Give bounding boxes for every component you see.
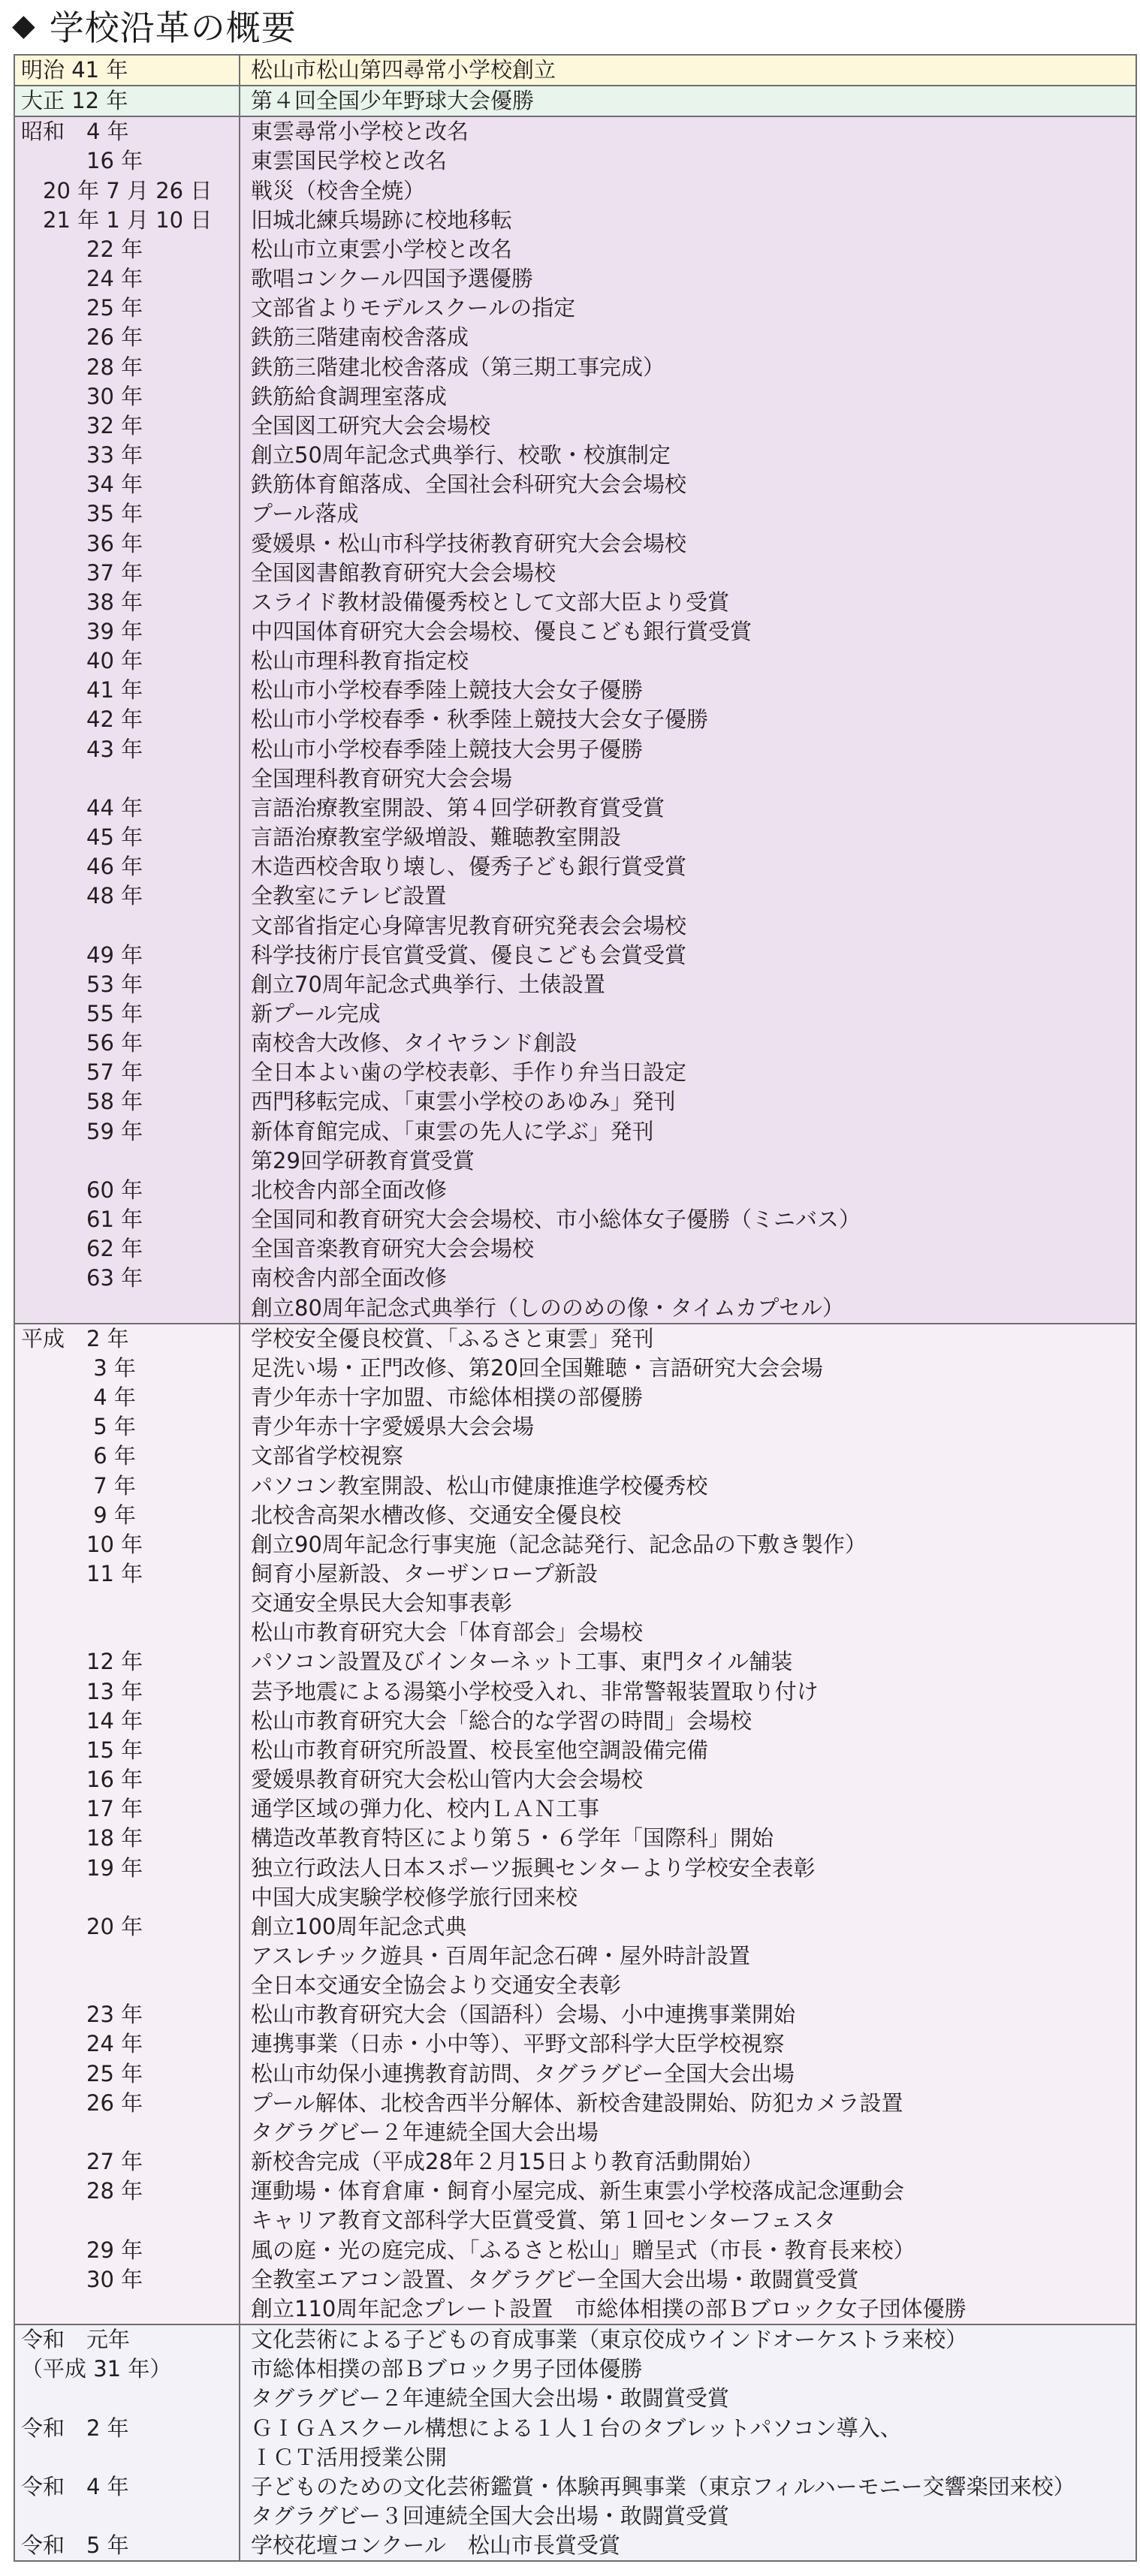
- year-cell: 62 年: [15, 1234, 240, 1264]
- event-cell: 創立70周年記念式典挙行、土俵設置: [251, 971, 605, 997]
- table-row: [15, 1912, 1135, 1942]
- event-cell: タグラグビー３回連続全国大会出場・敢闘賞受賞: [251, 2502, 729, 2529]
- year-cell: 40 年: [15, 646, 240, 676]
- year-cell: [15, 2502, 240, 2531]
- table-row: [15, 56, 1135, 85]
- table-row: [15, 1264, 1135, 1293]
- table-row: [15, 1324, 1135, 1354]
- event-cell: 松山市小学校春季陸上競技大会男子優勝: [251, 736, 644, 762]
- event-cell: タグラグビー２年連続全国大会出場: [251, 2119, 599, 2145]
- event-cell: 科学技術庁長官賞受賞、優良こども会賞受賞: [251, 942, 687, 968]
- event-cell: 松山市立東雲小学校と改名: [251, 236, 513, 262]
- event-cell: 学校安全優良校賞、「ふるさと東雲」発刊: [251, 1325, 654, 1351]
- table-row: [15, 852, 1135, 881]
- table-row: [15, 1883, 1135, 1912]
- era-section-heisei: [15, 1324, 1135, 2325]
- year-cell: 60 年: [15, 1176, 240, 1205]
- event-cell: 市総体相撲の部Ｂブロック男子団体優勝: [251, 2356, 643, 2382]
- event-cell: 連携事業（日赤・小中等）、平野文部科学大臣学校視察: [251, 2031, 785, 2057]
- table-row: [15, 676, 1135, 705]
- table-row: [15, 2531, 1135, 2560]
- table-row: [15, 941, 1135, 970]
- year-cell: 49 年: [15, 941, 240, 970]
- year-cell: 明治 41 年: [15, 56, 240, 85]
- event-cell: 北校舎内部全面改修: [251, 1177, 448, 1203]
- event-cell: 文部省よりモデルスクールの指定: [251, 295, 576, 321]
- year-cell: （平成 31 年）: [15, 2355, 240, 2384]
- year-cell: 6 年: [15, 1442, 240, 1471]
- table-row: [15, 794, 1135, 823]
- event-cell: 通学区域の弾力化、校内ＬＡＮ工事: [251, 1796, 600, 1822]
- table-row: [15, 970, 1135, 999]
- event-cell: 松山市教育研究大会「体育部会」会場校: [251, 1619, 644, 1646]
- event-cell: 独立行政法人日本スポーツ振興センターより学校安全表彰: [251, 1854, 816, 1881]
- table-row: [15, 1707, 1135, 1736]
- event-cell: 松山市幼保小連携教育訪問、タグラグビー全国大会出場: [251, 2060, 795, 2086]
- table-row: [15, 294, 1135, 323]
- table-row: [15, 2000, 1135, 2029]
- year-cell: [15, 1146, 240, 1176]
- event-cell: 足洗い場・正門改修、第20回全国難聴・言語研究大会会場: [251, 1354, 823, 1381]
- table-row: [15, 441, 1135, 470]
- year-cell: 14 年: [15, 1707, 240, 1736]
- table-row: [15, 1589, 1135, 1618]
- year-cell: 38 年: [15, 588, 240, 617]
- table-row: [15, 1442, 1135, 1471]
- table-row: [15, 1794, 1135, 1824]
- year-cell: 29 年: [15, 2236, 240, 2265]
- year-cell: 43 年: [15, 735, 240, 764]
- event-cell: 文部省指定心身障害児教育研究発表会会場校: [251, 912, 687, 939]
- year-cell: 23 年: [15, 2000, 240, 2029]
- event-cell: ＧＩＧＡスクール構想による１人１台のタブレットパソコン導入、: [251, 2415, 902, 2441]
- event-cell: 松山市小学校春季・秋季陸上競技大会女子優勝: [251, 707, 709, 733]
- year-cell: 22 年: [15, 235, 240, 264]
- table-row: [15, 1146, 1135, 1176]
- event-cell: 全国音楽教育研究大会会場校: [251, 1236, 535, 1262]
- event-cell: 飼育小屋新設、ターザンロープ新設: [251, 1560, 598, 1586]
- year-cell: 55 年: [15, 999, 240, 1029]
- table-row: [15, 2472, 1135, 2502]
- year-cell: 4 年: [15, 1383, 240, 1412]
- year-cell: 昭和 4 年: [15, 117, 240, 146]
- year-cell: [15, 1589, 240, 1618]
- table-row: [15, 764, 1135, 794]
- year-cell: 53 年: [15, 970, 240, 999]
- event-cell: 中国大成実験学校修学旅行団来校: [251, 1884, 578, 1910]
- event-cell: アスレチック遊具・百周年記念石碑・屋外時計設置: [251, 1943, 750, 1969]
- event-cell: 全日本よい歯の学校表彰、手作り弁当日設定: [251, 1059, 687, 1086]
- table-row: [15, 2118, 1135, 2147]
- year-cell: [15, 2294, 240, 2324]
- history-table: [14, 54, 1137, 2562]
- event-cell: 言語治療教室開設、第４回学研教育賞受賞: [251, 794, 665, 821]
- event-cell: 旧城北練兵場跡に校地移転: [251, 206, 513, 233]
- table-row: [15, 1647, 1135, 1677]
- event-cell: 交通安全県民大会知事表彰: [251, 1590, 513, 1616]
- event-cell: 青少年赤十字加盟、市総体相撲の部優勝: [251, 1384, 644, 1411]
- year-cell: 48 年: [15, 881, 240, 911]
- year-cell: [15, 2118, 240, 2147]
- year-cell: 46 年: [15, 852, 240, 881]
- event-cell: 創立50周年記念式典挙行、校歌・校旗制定: [251, 442, 671, 469]
- event-cell: 鉄筋体育館落成、全国社会科研究大会会場校: [251, 472, 687, 498]
- table-row: [15, 1205, 1135, 1234]
- year-cell: 45 年: [15, 823, 240, 852]
- year-cell: 10 年: [15, 1530, 240, 1559]
- table-row: [15, 2502, 1135, 2531]
- year-cell: 13 年: [15, 1677, 240, 1707]
- year-cell: 20 年 7 月 26 日: [15, 176, 240, 206]
- table-row: [15, 529, 1135, 559]
- table-row: [15, 1530, 1135, 1559]
- year-cell: 18 年: [15, 1824, 240, 1853]
- table-row: [15, 1234, 1135, 1264]
- year-cell: 7 年: [15, 1472, 240, 1501]
- event-cell: 戦災（校舎全焼）: [251, 177, 426, 203]
- event-cell: 文化芸術による子どもの育成事業（東京佼成ウインドオーケストラ来校）: [251, 2327, 968, 2353]
- year-cell: 19 年: [15, 1854, 240, 1883]
- year-cell: [15, 2384, 240, 2413]
- year-cell: 33 年: [15, 441, 240, 470]
- black-diamond-icon: ◆: [12, 8, 36, 43]
- year-cell: 39 年: [15, 617, 240, 646]
- table-row: [15, 1117, 1135, 1146]
- year-cell: 35 年: [15, 499, 240, 529]
- year-cell: [15, 2443, 240, 2472]
- table-row: [15, 2265, 1135, 2294]
- event-cell: 全国同和教育研究大会会場校、市小総体女子優勝（ミニバス）: [251, 1207, 861, 1233]
- year-cell: 大正 12 年: [15, 86, 240, 116]
- event-cell: 鉄筋三階建南校舎落成: [251, 324, 469, 351]
- table-row: [15, 1472, 1135, 1501]
- event-cell: 全教室にテレビ設置: [251, 883, 447, 909]
- year-cell: 61 年: [15, 1205, 240, 1234]
- year-cell: 24 年: [15, 2029, 240, 2059]
- event-cell: 創立90周年記念行事実施（記念誌発行、記念品の下敷き製作）: [251, 1531, 867, 1557]
- table-row: [15, 2059, 1135, 2089]
- table-row: [15, 881, 1135, 911]
- year-cell: [15, 764, 240, 794]
- year-cell: 59 年: [15, 1117, 240, 1146]
- event-cell: 西門移転完成、「東雲小学校のあゆみ」発刊: [251, 1089, 676, 1115]
- event-cell: 第29回学研教育賞受賞: [251, 1147, 475, 1174]
- table-row: [15, 911, 1135, 941]
- year-cell: 42 年: [15, 705, 240, 734]
- table-row: [15, 176, 1135, 206]
- year-cell: 平成 2 年: [15, 1324, 240, 1354]
- table-row: [15, 2147, 1135, 2177]
- table-row: [15, 1501, 1135, 1530]
- table-row: [15, 86, 1135, 116]
- year-cell: 15 年: [15, 1736, 240, 1765]
- event-cell: プール落成: [251, 501, 359, 527]
- event-cell: 全日本交通安全協会より交通安全表彰: [251, 1972, 622, 1999]
- year-cell: 11 年: [15, 1559, 240, 1589]
- event-cell: 北校舎高架水槽改修、交通安全優良校: [251, 1502, 622, 1528]
- event-cell: パソコン教室開設、松山市健康推進学校優秀校: [251, 1472, 708, 1499]
- event-cell: 運動場・体育倉庫・飼育小屋完成、新生東雲小学校落成記念運動会: [251, 2178, 905, 2204]
- year-cell: 25 年: [15, 2059, 240, 2089]
- year-cell: 令和 5 年: [15, 2531, 240, 2560]
- table-row: [15, 1736, 1135, 1765]
- table-row: [15, 588, 1135, 617]
- event-cell: 芸予地震による湯築小学校受入れ、非常警報装置取り付け: [251, 1678, 819, 1704]
- table-row: [15, 499, 1135, 529]
- table-row: [15, 1412, 1135, 1442]
- event-cell: 全国図書館教育研究大会会場校: [251, 559, 556, 586]
- event-cell: 風の庭・光の庭完成、「ふるさと松山」贈呈式（市長・教育長来校）: [251, 2237, 915, 2263]
- year-cell: 37 年: [15, 559, 240, 588]
- event-cell: 松山市理科教育指定校: [251, 648, 469, 674]
- event-cell: 松山市教育研究大会「総合的な学習の時間」会場校: [251, 1707, 752, 1734]
- table-row: [15, 2206, 1135, 2235]
- year-cell: 25 年: [15, 294, 240, 323]
- year-cell: 34 年: [15, 470, 240, 499]
- page-title-text: 学校沿革の概要: [49, 8, 297, 48]
- table-row: [15, 559, 1135, 588]
- year-cell: 27 年: [15, 2147, 240, 2177]
- year-cell: 令和 元年: [15, 2325, 240, 2355]
- year-cell: 63 年: [15, 1264, 240, 1293]
- table-row: [15, 1294, 1135, 1323]
- event-cell: パソコン設置及びインターネット工事、東門タイル舗装: [251, 1649, 793, 1675]
- year-cell: [15, 1294, 240, 1323]
- table-row: [15, 1824, 1135, 1853]
- table-row: [15, 617, 1135, 646]
- event-cell: 子どものための文化芸術鑑賞・体験再興事業（東京フィルハーモニー交響楽団来校）: [251, 2473, 1075, 2499]
- table-row: [15, 2089, 1135, 2118]
- event-cell: 南校舎大改修、タイヤランド創設: [251, 1030, 578, 1056]
- table-row: [15, 1942, 1135, 1971]
- event-cell: 鉄筋給食調理室落成: [251, 383, 448, 409]
- era-section-reiwa: [15, 2325, 1135, 2560]
- event-cell: ＩＣＴ活用授業公開: [251, 2444, 448, 2470]
- table-row: [15, 1176, 1135, 1205]
- event-cell: 全国理科教育研究大会会場: [251, 765, 513, 791]
- event-cell: 創立100周年記念式典: [251, 1913, 467, 1939]
- year-cell: 44 年: [15, 794, 240, 823]
- event-cell: 南校舎内部全面改修: [251, 1265, 448, 1291]
- table-row: [15, 1383, 1135, 1412]
- event-cell: 新プール完成: [251, 1001, 381, 1026]
- table-row: [15, 2414, 1135, 2443]
- event-cell: 松山市小学校春季陸上競技大会女子優勝: [251, 677, 644, 704]
- table-row: [15, 1029, 1135, 1058]
- year-cell: 令和 2 年: [15, 2414, 240, 2443]
- year-cell: 21 年 1 月 10 日: [15, 206, 240, 235]
- table-row: [15, 2294, 1135, 2324]
- year-cell: [15, 1618, 240, 1647]
- year-cell: 26 年: [15, 2089, 240, 2118]
- table-row: [15, 1765, 1135, 1794]
- year-cell: 17 年: [15, 1794, 240, 1824]
- era-section-showa: [15, 117, 1135, 1324]
- table-row: [15, 1087, 1135, 1116]
- table-row: [15, 470, 1135, 499]
- year-cell: 28 年: [15, 2177, 240, 2206]
- table-row: [15, 353, 1135, 382]
- year-cell: 16 年: [15, 1765, 240, 1794]
- event-cell: スライド教材設備優秀校として文部大臣より受賞: [251, 589, 730, 615]
- event-cell: 全教室エアコン設置、タグラグビー全国大会出場・敢闘賞受賞: [251, 2266, 859, 2292]
- table-row: [15, 1559, 1135, 1589]
- year-cell: 28 年: [15, 353, 240, 382]
- table-row: [15, 705, 1135, 734]
- event-cell: 学校花壇コンクール 松山市長賞受賞: [251, 2532, 620, 2559]
- table-row: [15, 264, 1135, 294]
- event-cell: プール解体、北校舎西半分解体、新校舎建設開始、防犯カメラ設置: [251, 2089, 903, 2116]
- event-cell: 東雲尋常小学校と改名: [251, 119, 469, 145]
- table-row: [15, 235, 1135, 264]
- year-cell: 36 年: [15, 529, 240, 559]
- event-cell: 全国図工研究大会会場校: [251, 412, 491, 438]
- table-row: [15, 2355, 1135, 2384]
- table-row: [15, 382, 1135, 411]
- era-section-taisho: [15, 86, 1135, 117]
- table-row: [15, 2236, 1135, 2265]
- event-cell: 歌唱コンクール四国予選優勝: [251, 266, 533, 292]
- table-row: [15, 117, 1135, 146]
- year-cell: 令和 4 年: [15, 2472, 240, 2502]
- table-row: [15, 646, 1135, 676]
- event-cell: 文部省学校視察: [251, 1443, 404, 1469]
- event-cell: 愛媛県教育研究大会松山管内大会会場校: [251, 1767, 644, 1793]
- event-cell: 言語治療教室学級増設、難聴教室開設: [251, 824, 622, 851]
- table-row: [15, 2177, 1135, 2206]
- year-cell: [15, 2206, 240, 2235]
- event-cell: 創立110周年記念プレート設置 市総体相撲の部Ｂブロック女子団体優勝: [251, 2295, 967, 2321]
- page-title: [12, 2, 297, 50]
- event-cell: 松山市松山第四尋常小学校創立: [251, 57, 556, 83]
- event-cell: 構造改革教育特区により第５・６学年「国際科」開始: [251, 1825, 774, 1851]
- event-cell: 第４回全国少年野球大会優勝: [251, 88, 535, 114]
- table-row: [15, 1854, 1135, 1883]
- year-cell: 30 年: [15, 2265, 240, 2294]
- event-cell: 中四国体育研究大会会場校、優良こども銀行賞受賞: [251, 618, 752, 644]
- table-row: [15, 999, 1135, 1029]
- table-row: [15, 2325, 1135, 2355]
- event-cell: 青少年赤十字愛媛県大会会場: [251, 1414, 535, 1440]
- year-cell: 5 年: [15, 1412, 240, 1442]
- year-cell: [15, 1971, 240, 2000]
- table-row: [15, 323, 1135, 352]
- year-cell: 9 年: [15, 1501, 240, 1530]
- event-cell: 東雲国民学校と改名: [251, 148, 448, 174]
- table-row: [15, 1354, 1135, 1383]
- era-section-meiji: [15, 56, 1135, 86]
- event-cell: 新体育館完成、「東雲の先人に学ぶ」発刊: [251, 1118, 654, 1144]
- event-cell: タグラグビー２年連続全国大会出場・敢闘賞受賞: [251, 2385, 729, 2412]
- table-row: [15, 1618, 1135, 1647]
- table-row: [15, 823, 1135, 852]
- table-row: [15, 1677, 1135, 1707]
- table-row: [15, 206, 1135, 235]
- year-cell: 16 年: [15, 146, 240, 176]
- year-cell: 30 年: [15, 382, 240, 411]
- event-cell: 愛媛県・松山市科学技術教育研究大会会場校: [251, 530, 687, 556]
- year-cell: 58 年: [15, 1087, 240, 1116]
- event-cell: 松山市教育研究所設置、校長室他空調設備完備: [251, 1737, 709, 1763]
- table-row: [15, 2384, 1135, 2413]
- year-cell: 41 年: [15, 676, 240, 705]
- table-row: [15, 2443, 1135, 2472]
- year-cell: [15, 1942, 240, 1971]
- event-cell: 創立80周年記念式典挙行（しののめの像・タイムカプセル）: [251, 1294, 845, 1321]
- table-row: [15, 1058, 1135, 1087]
- table-row: [15, 1971, 1135, 2000]
- year-cell: 26 年: [15, 323, 240, 352]
- table-row: [15, 735, 1135, 764]
- year-cell: 24 年: [15, 264, 240, 294]
- table-row: [15, 146, 1135, 176]
- year-cell: 3 年: [15, 1354, 240, 1383]
- table-row: [15, 2029, 1135, 2059]
- year-cell: 20 年: [15, 1912, 240, 1942]
- year-cell: 12 年: [15, 1647, 240, 1677]
- table-row: [15, 411, 1135, 441]
- event-cell: 松山市教育研究大会（国語科）会場、小中連携事業開始: [251, 2002, 796, 2028]
- event-cell: キャリア教育文部科学大臣賞受賞、第１回センターフェスタ: [251, 2207, 836, 2234]
- year-cell: 57 年: [15, 1058, 240, 1087]
- year-cell: 56 年: [15, 1029, 240, 1058]
- event-cell: 鉄筋三階建北校舎落成（第三期工事完成）: [251, 354, 665, 380]
- event-cell: 木造西校舎取り壊し、優秀子ども銀行賞受賞: [251, 854, 687, 880]
- event-cell: 新校舎完成（平成28年２月15日より教育活動開始）: [251, 2149, 764, 2175]
- year-cell: 32 年: [15, 411, 240, 441]
- year-cell: [15, 1883, 240, 1912]
- year-cell: [15, 911, 240, 941]
